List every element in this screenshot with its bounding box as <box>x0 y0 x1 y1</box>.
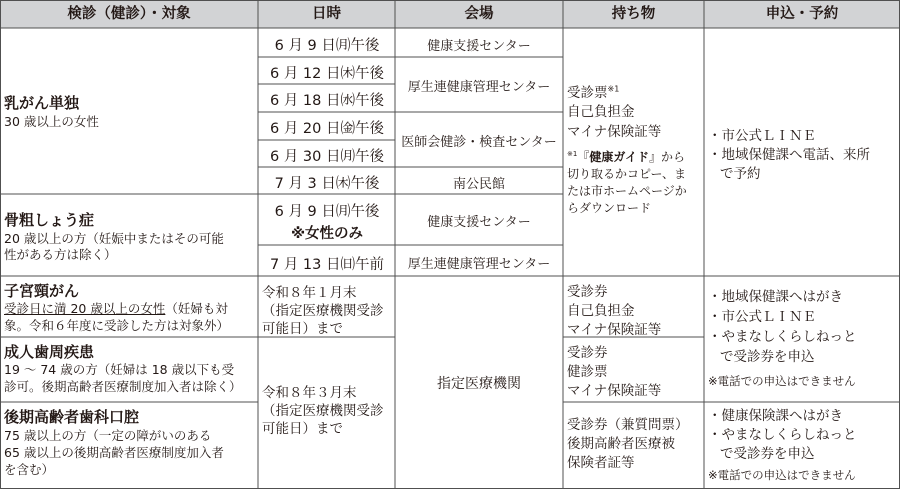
items-top-line2: 自己負担金 <box>567 104 635 120</box>
apply-bot-line3: で受診券を申込 <box>720 446 815 462</box>
apply-bot-note: ※電話での申込はできません <box>708 468 856 482</box>
venue-kouseiren: 厚生連健康管理センター <box>407 80 551 95</box>
venue-minami-kouminkan: 南公民館 <box>452 177 505 192</box>
perio-title: 成人歯周疾患 <box>4 343 95 361</box>
bone-date-1: 6 月 9 日㈪午後 <box>274 204 380 220</box>
header-exam: 検診（健診）・対象 <box>67 6 191 22</box>
cervical-date-line2: （指定医療機関受診 <box>262 303 384 319</box>
apply-top-line3: で予約 <box>720 166 761 182</box>
items-top-line3: マイナ保険証等 <box>567 124 662 140</box>
apply-mid-line4: で受診券を申込 <box>720 349 815 365</box>
header-apply: 申込・予約 <box>765 6 839 22</box>
items-top-note-line2: 切り取るかコピー、ま <box>567 167 687 181</box>
breast-date-1: 6 月 9 日㈪午後 <box>274 38 380 54</box>
cervical-title: 子宮頸がん <box>4 282 80 300</box>
cervical-date-line3: 可能日）まで <box>262 321 343 337</box>
apply-mid-note: ※電話での申込はできません <box>708 374 856 388</box>
bone-target-line2: 性がある方は除く） <box>4 247 117 262</box>
bone-target-line1: 20 歳以上の方（妊娠中またはその可能 <box>4 231 224 246</box>
apply-mid-line3: ・やまなしくらしねっと <box>708 329 857 345</box>
items-top-note-line1: $^{※1}$『健康ガイド』から <box>567 150 685 164</box>
bone-date-2: 7 月 13 日㈰午前 <box>269 257 384 273</box>
perio-items-line2: 健診票 <box>567 364 608 380</box>
items-top-note-line4: らダウンロード <box>567 201 652 215</box>
elder-target-line1: 75 歳以上の方（一定の障がいのある <box>4 428 212 443</box>
perio-target-line2: 診可。後期高齢者医療制度加入者は除く） <box>4 379 242 394</box>
items-top-line1: 受診票$^{※1}$ <box>567 84 620 101</box>
elder-title: 後期高齢者歯科口腔 <box>4 408 140 426</box>
breast-date-6: 7 月 3 日㈭午後 <box>274 176 380 192</box>
bone-date-1-note: ※女性のみ <box>290 226 364 242</box>
elder-items-line2: 後期高齢者医療被 <box>567 436 675 452</box>
lower-date-line3: 可能日）まで <box>262 421 343 437</box>
cervical-date-line1: 令和８年１月末 <box>262 285 357 301</box>
breast-title: 乳がん単独 <box>4 94 80 112</box>
apply-mid-line1: ・地域保健課へはがき <box>708 289 843 305</box>
apply-top-line1: ・市公式ＬＩＮＥ <box>708 128 816 144</box>
header-items: 持ち物 <box>611 6 656 22</box>
bone-venue-2: 厚生連健康管理センター <box>407 257 551 272</box>
items-top-note-line3: たは市ホームページか <box>567 184 687 198</box>
breast-date-3: 6 月 18 日㈬午後 <box>269 93 384 109</box>
cervical-items-line1: 受診券 <box>567 284 608 300</box>
breast-date-4: 6 月 20 日㈮午後 <box>269 121 384 137</box>
cervical-items-line3: マイナ保険証等 <box>567 322 662 338</box>
apply-top-line2: ・地域保健課へ電話、来所 <box>708 147 870 163</box>
venue-health-support: 健康支援センター <box>427 39 531 54</box>
lower-date-line2: （指定医療機関受診 <box>262 403 384 419</box>
elder-items-line3: 保険者証等 <box>567 455 635 471</box>
bone-venue-1: 健康支援センター <box>427 215 531 230</box>
bone-title: 骨粗しょう症 <box>4 211 95 229</box>
apply-bot-line2: ・やまなしくらしねっと <box>708 427 857 443</box>
breast-target: 30 歳以上の女性 <box>4 114 99 129</box>
header-date: 日時 <box>312 6 341 22</box>
breast-date-5: 6 月 30 日㈪午後 <box>269 149 384 165</box>
elder-target-line3: を含む） <box>4 462 55 477</box>
breast-date-2: 6 月 12 日㈭午後 <box>269 66 384 82</box>
perio-items-line3: マイナ保険証等 <box>567 383 662 399</box>
cervical-target-line2: 象。令和６年度に受診した方は対象外） <box>4 318 230 333</box>
lower-date-line1: 令和８年３月末 <box>262 385 357 401</box>
apply-mid-line2: ・市公式ＬＩＮＥ <box>708 309 816 325</box>
perio-target-line1: 19 ～ 74 歳の方（妊婦は 18 歳以下も受 <box>4 362 235 377</box>
header-venue: 会場 <box>464 6 494 22</box>
elder-target-line2: 65 歳以上の後期高齢者医療制度加入者 <box>4 445 224 460</box>
perio-items-line1: 受診券 <box>567 345 608 361</box>
venue-ishikai: 医師会健診・検査センター <box>401 135 557 150</box>
apply-bot-line1: ・健康保険課へはがき <box>708 408 843 424</box>
lower-venue: 指定医療機関 <box>437 376 521 392</box>
cervical-items-line2: 自己負担金 <box>567 303 635 319</box>
cervical-target-line1: 受診日に満 20 歳以上の女性（妊婦も対 <box>4 301 228 316</box>
elder-items-line1: 受診券（兼質問票） <box>567 417 689 433</box>
